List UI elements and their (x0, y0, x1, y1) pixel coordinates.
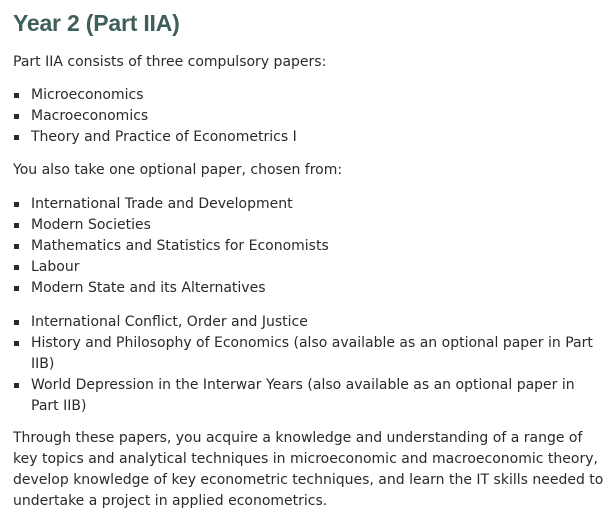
list-item: Microeconomics (13, 85, 593, 106)
bullet-icon (14, 265, 19, 270)
bullet-icon (14, 383, 19, 388)
compulsory-papers-list (13, 85, 593, 148)
bullet-icon (14, 202, 19, 207)
bullet-icon (14, 320, 19, 325)
bullet-icon (14, 93, 19, 98)
list-item: Macroeconomics (13, 106, 593, 127)
list-item: World Depression in the Interwar Years (also available as an optional paper in Part IIB) (13, 375, 593, 417)
bullet-icon (14, 114, 19, 119)
list-item: International Conflict, Order and Justice (13, 312, 593, 333)
optional-intro: You also take one optional paper, chosen from: (13, 162, 343, 178)
conclusion-paragraph: Through these papers, you acquire a knowledge and understanding of a range of key topics and analytical techniques in microeconomic and macroeconomic theory, develop knowledge of key econometric techniques, and learn the IT skills needed to undertake a project in applied econometrics. (13, 430, 604, 509)
list-item: History and Philosophy of Economics (also available as an optional paper in Part IIB) (13, 333, 593, 375)
list-item: Theory and Practice of Econometrics I (13, 127, 593, 148)
compulsory-intro: Part IIA consists of three compulsory papers: (13, 54, 327, 70)
list-item: Modern Societies (13, 215, 593, 236)
list-item: Modern State and its Alternatives (13, 278, 593, 299)
list-item: Labour (13, 257, 593, 278)
bullet-icon (14, 341, 19, 346)
list-item: International Trade and Development (13, 194, 593, 215)
bullet-icon (14, 244, 19, 249)
optional-papers-list-2 (13, 312, 593, 417)
bullet-icon (14, 286, 19, 291)
bullet-icon (14, 135, 19, 140)
optional-papers-list-1 (13, 194, 593, 299)
list-item: Mathematics and Statistics for Economists (13, 236, 593, 257)
bullet-icon (14, 223, 19, 228)
page-title: Year 2 (Part IIA) (13, 10, 180, 36)
